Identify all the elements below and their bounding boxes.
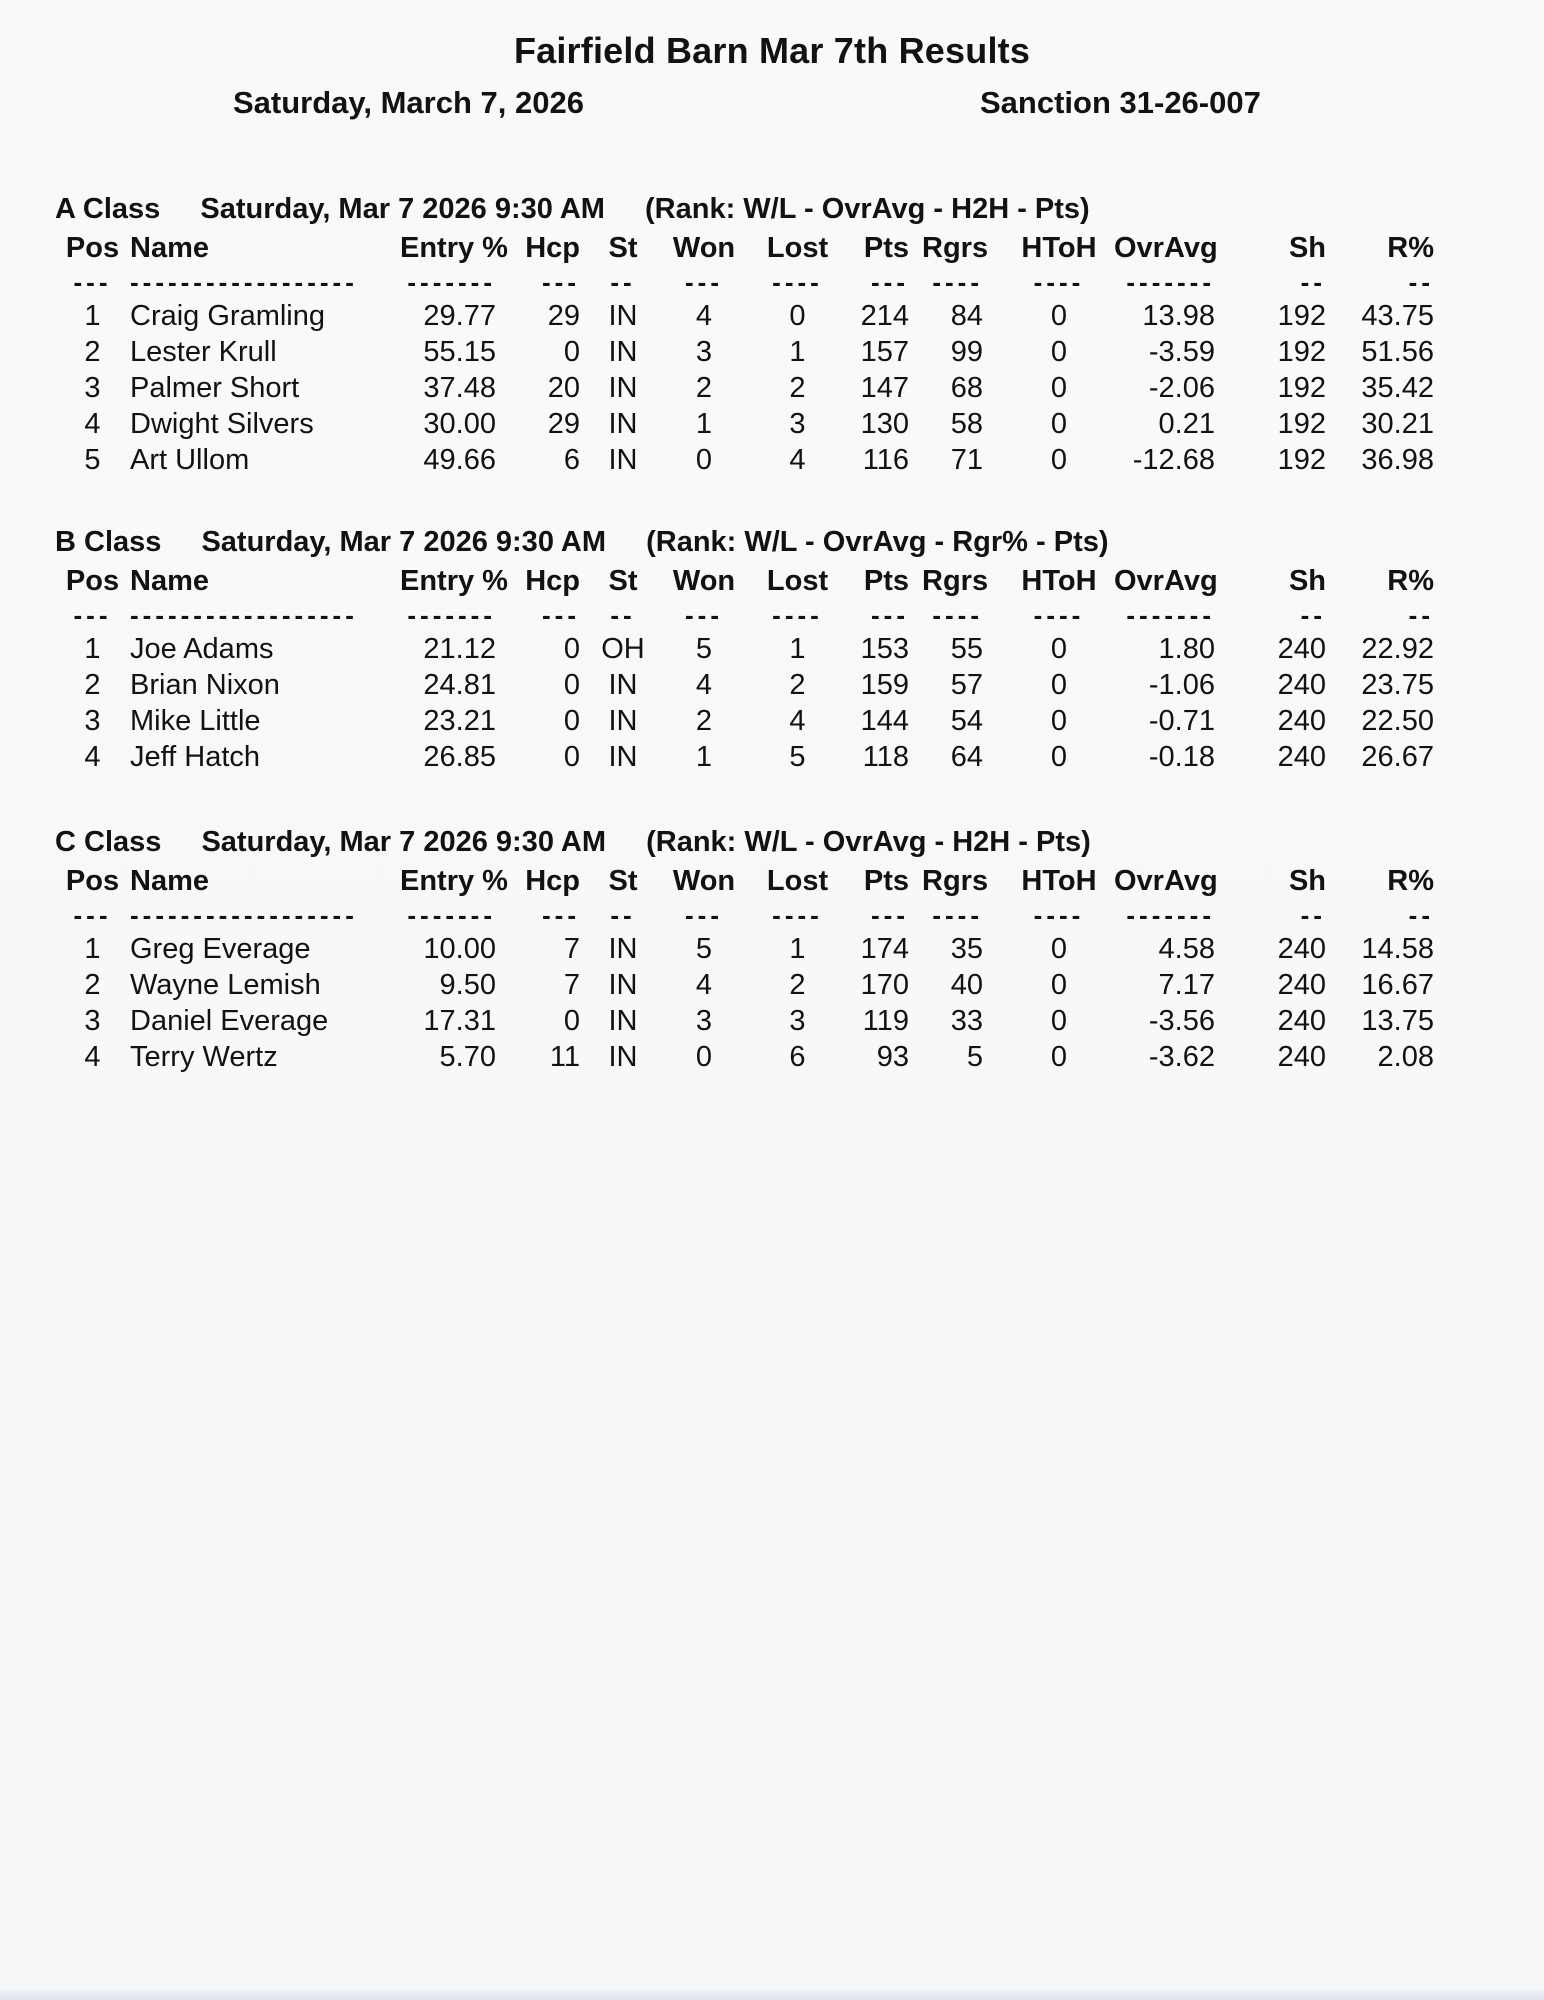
header-row [55, 862, 1445, 900]
column-header: Name [130, 564, 209, 597]
table-cell: 58 [950, 407, 983, 440]
separator-cell: -- [1408, 600, 1434, 630]
table-cell: 3 [84, 704, 101, 737]
table-cell: Brian Nixon [130, 668, 280, 701]
column-header: Lost [766, 231, 829, 264]
table-row [55, 406, 1445, 442]
table-cell: 0 [1050, 632, 1068, 665]
column-header: Hcp [525, 864, 580, 897]
table-cell: 4 [695, 299, 713, 332]
table-cell: 130 [860, 407, 909, 440]
table-cell: Joe Adams [130, 632, 274, 665]
separator-cell: ------- [407, 900, 496, 930]
table-cell: Daniel Everage [130, 1004, 329, 1037]
column-header: R% [1387, 231, 1434, 264]
table-cell: IN [608, 668, 638, 701]
column-header: Name [130, 864, 209, 897]
table-cell: 5 [84, 443, 101, 476]
separator-cell: ---- [932, 900, 983, 930]
table-cell: 29 [547, 299, 580, 332]
column-header: HToH [1021, 231, 1097, 264]
separator-cell: --- [73, 600, 112, 630]
table-cell: -1.06 [1148, 668, 1215, 701]
table-cell: 0 [1050, 968, 1068, 1001]
separator-cell: --- [685, 900, 723, 930]
table-cell: 55 [950, 632, 983, 665]
table-cell: 2 [695, 371, 713, 404]
column-header: OvrAvg [1114, 564, 1218, 597]
table-cell: IN [608, 968, 638, 1001]
table-cell: 0 [1050, 443, 1068, 476]
separator-row [55, 267, 1445, 298]
table-cell: IN [608, 299, 638, 332]
separator-cell: ------- [407, 267, 496, 297]
table-cell: 240 [1277, 932, 1326, 965]
table-cell: 14.58 [1361, 932, 1434, 965]
column-header: Hcp [525, 564, 580, 597]
column-header: OvrAvg [1114, 231, 1218, 264]
table-cell: 26.85 [423, 740, 496, 773]
table-cell: 33 [950, 1004, 983, 1037]
column-header: Rgrs [922, 564, 989, 597]
table-cell: 0 [789, 299, 806, 332]
table-cell: -3.62 [1148, 1040, 1215, 1073]
table-cell: 0 [1050, 407, 1068, 440]
separator-cell: ---- [772, 267, 823, 297]
table-cell: 240 [1277, 1004, 1326, 1037]
column-header: Lost [766, 864, 829, 897]
table-cell: 240 [1277, 668, 1326, 701]
table-row [55, 667, 1445, 703]
table-cell: 2.08 [1377, 1040, 1434, 1073]
table-cell: 3 [84, 371, 101, 404]
table-cell: Wayne Lemish [130, 968, 321, 1001]
column-header: Entry % [400, 564, 508, 597]
table-cell: 0 [1050, 1004, 1068, 1037]
rank-criteria: (Rank: W/L - OvrAvg - H2H - Pts) [646, 826, 1091, 858]
table-cell: 24.81 [423, 668, 496, 701]
column-header: St [608, 231, 638, 264]
column-header: Sh [1288, 864, 1326, 897]
table-cell: -0.18 [1148, 740, 1215, 773]
table-cell: 0 [563, 740, 580, 773]
table-cell: 170 [860, 968, 909, 1001]
table-cell: -3.59 [1148, 335, 1215, 368]
separator-cell: ------- [407, 600, 496, 630]
table-cell: Art Ullom [130, 443, 250, 476]
table-cell: 192 [1277, 371, 1326, 404]
column-header: Won [672, 864, 736, 897]
sanction-number: Sanction 31-26-007 [980, 85, 1261, 120]
separator-cell: -- [1300, 900, 1326, 930]
table-cell: 174 [860, 932, 909, 965]
table-row [55, 1003, 1445, 1039]
table-cell: 1 [789, 932, 806, 965]
column-header: Pts [863, 564, 909, 597]
separator-cell: --- [685, 267, 723, 297]
table-cell: 0 [1050, 704, 1068, 737]
separator-cell: -- [1408, 267, 1434, 297]
table-cell: 0 [695, 443, 713, 476]
table-cell: 11 [549, 1040, 580, 1073]
table-cell: IN [608, 1004, 638, 1037]
results-table [55, 562, 1445, 775]
table-cell: IN [608, 704, 638, 737]
table-cell: 35.42 [1361, 371, 1434, 404]
table-cell: 10.00 [423, 932, 496, 965]
table-cell: 5 [966, 1040, 983, 1073]
table-cell: 2 [84, 335, 101, 368]
table-row [55, 370, 1445, 406]
separator-cell: ------- [1126, 600, 1215, 630]
table-cell: 64 [950, 740, 983, 773]
table-cell: 240 [1277, 968, 1326, 1001]
table-cell: 49.66 [423, 443, 496, 476]
separator-cell: ------------------ [130, 267, 358, 297]
table-cell: 119 [862, 1004, 909, 1037]
table-row [55, 703, 1445, 739]
separator-cell: ---- [1033, 600, 1085, 630]
table-cell: 4.58 [1158, 932, 1215, 965]
column-header: Name [130, 231, 209, 264]
column-header: Won [672, 564, 736, 597]
table-cell: 22.92 [1361, 632, 1434, 665]
table-cell: 0 [1050, 1040, 1068, 1073]
column-header: Pos [65, 864, 120, 897]
separator-cell: --- [73, 267, 112, 297]
table-cell: 192 [1277, 335, 1326, 368]
table-cell: 157 [860, 335, 909, 368]
column-header: Rgrs [922, 864, 989, 897]
table-cell: 4 [789, 443, 806, 476]
table-header [55, 562, 1445, 600]
table-cell: 0 [563, 668, 580, 701]
subtitle-row [0, 85, 1544, 121]
table-cell: 7 [563, 968, 580, 1001]
table-cell: 37.48 [423, 371, 496, 404]
table-cell: 6 [789, 1040, 806, 1073]
separator-cell: ------------------ [130, 600, 358, 630]
column-header: Pos [65, 564, 120, 597]
table-cell: 0 [563, 704, 580, 737]
table-cell: 1 [789, 632, 806, 665]
table-cell: 116 [862, 443, 909, 476]
table-cell: 20 [547, 371, 580, 404]
table-cell: 3 [695, 335, 713, 368]
separator-cell: ---- [1033, 900, 1085, 930]
column-header: Pts [863, 864, 909, 897]
separator-cell: ------- [1126, 900, 1215, 930]
header-row [55, 562, 1445, 600]
table-cell: 71 [950, 443, 983, 476]
column-header: St [608, 564, 638, 597]
separator-cell: ------------------ [130, 900, 358, 930]
table-cell: 51.56 [1361, 335, 1434, 368]
table-cell: 153 [860, 632, 909, 665]
column-header: HToH [1021, 864, 1097, 897]
table-cell: Terry Wertz [130, 1040, 278, 1073]
separator-cell: --- [871, 600, 909, 630]
table-cell: 0 [563, 335, 580, 368]
table-cell: 43.75 [1361, 299, 1434, 332]
table-cell: 0 [563, 632, 580, 665]
table-cell: 35 [950, 932, 983, 965]
table-cell: IN [608, 932, 638, 965]
table-cell: 40 [950, 968, 983, 1001]
table-cell: 29 [547, 407, 580, 440]
table-cell: 240 [1277, 740, 1326, 773]
separator-cell: ---- [772, 900, 823, 930]
results-table [55, 862, 1445, 1075]
column-header: OvrAvg [1114, 864, 1218, 897]
session-datetime: Saturday, Mar 7 2026 9:30 AM [201, 826, 607, 858]
separator-cell: --- [685, 600, 723, 630]
table-cell: 13.75 [1361, 1004, 1434, 1037]
separator-row [55, 900, 1445, 931]
event-date: Saturday, March 7, 2026 [233, 85, 584, 120]
column-header: Lost [766, 564, 829, 597]
table-cell: 5 [695, 932, 713, 965]
table-cell: 118 [862, 740, 909, 773]
table-cell: 3 [84, 1004, 101, 1037]
table-cell: 4 [84, 740, 101, 773]
table-cell: 192 [1277, 407, 1326, 440]
table-cell: Craig Gramling [130, 299, 325, 332]
table-cell: 21.12 [423, 632, 496, 665]
table-cell: -3.56 [1148, 1004, 1215, 1037]
table-cell: Dwight Silvers [130, 407, 314, 440]
table-body [55, 267, 1445, 478]
section-c-class [55, 826, 1455, 1075]
section-heading [55, 526, 1455, 558]
table-cell: 3 [789, 1004, 806, 1037]
table-header [55, 862, 1445, 900]
table-cell: 2 [84, 668, 101, 701]
table-cell: 2 [789, 371, 806, 404]
separator-cell: --- [871, 267, 909, 297]
table-cell: 147 [860, 371, 909, 404]
separator-cell: -- [610, 600, 636, 630]
table-cell: 159 [860, 668, 909, 701]
table-cell: 4 [695, 968, 713, 1001]
table-row [55, 298, 1445, 334]
table-cell: 0 [1050, 371, 1068, 404]
separator-cell: -- [1408, 900, 1434, 930]
table-cell: 30.00 [423, 407, 496, 440]
table-cell: 2 [84, 968, 101, 1001]
separator-cell: -- [1300, 267, 1326, 297]
table-cell: 4 [84, 407, 101, 440]
table-cell: 55.15 [423, 335, 496, 368]
table-cell: IN [608, 740, 638, 773]
table-cell: 1 [84, 632, 101, 665]
table-cell: 1 [789, 335, 806, 368]
rank-criteria: (Rank: W/L - OvrAvg - H2H - Pts) [645, 193, 1090, 225]
table-row [55, 739, 1445, 775]
table-cell: IN [608, 407, 638, 440]
table-cell: 192 [1277, 299, 1326, 332]
table-cell: 0 [695, 1040, 713, 1073]
section-a-class [55, 193, 1455, 478]
table-cell: IN [608, 1040, 638, 1073]
table-cell: 4 [84, 1040, 101, 1073]
table-cell: OH [601, 632, 645, 665]
table-cell: 5.70 [439, 1040, 496, 1073]
table-cell: 0.21 [1158, 407, 1215, 440]
table-cell: 17.31 [423, 1004, 496, 1037]
table-cell: -2.06 [1148, 371, 1215, 404]
table-cell: 192 [1277, 443, 1326, 476]
table-cell: 3 [695, 1004, 713, 1037]
separator-cell: ---- [932, 600, 983, 630]
table-cell: 1 [695, 740, 713, 773]
separator-cell: -- [610, 267, 636, 297]
separator-cell: --- [542, 600, 580, 630]
column-header: Rgrs [922, 231, 989, 264]
table-cell: 5 [789, 740, 806, 773]
table-cell: 1.80 [1158, 632, 1215, 665]
column-header: St [608, 864, 638, 897]
table-cell: 22.50 [1361, 704, 1434, 737]
separator-cell: ---- [1033, 267, 1085, 297]
column-header: Hcp [525, 231, 580, 264]
table-cell: -0.71 [1148, 704, 1215, 737]
table-cell: 2 [789, 668, 806, 701]
table-cell: Lester Krull [130, 335, 277, 368]
table-cell: 1 [84, 299, 101, 332]
table-cell: 16.67 [1361, 968, 1434, 1001]
table-cell: 93 [876, 1040, 909, 1073]
table-cell: Jeff Hatch [130, 740, 261, 773]
session-datetime: Saturday, Mar 7 2026 9:30 AM [201, 526, 607, 558]
table-cell: 2 [789, 968, 806, 1001]
table-cell: 7.17 [1158, 968, 1215, 1001]
table-cell: 9.50 [439, 968, 496, 1001]
table-cell: IN [608, 443, 638, 476]
separator-cell: --- [542, 900, 580, 930]
table-row [55, 334, 1445, 370]
table-cell: -12.68 [1132, 443, 1215, 476]
separator-cell: ------- [1126, 267, 1215, 297]
table-cell: IN [608, 335, 638, 368]
class-label: A Class [55, 193, 161, 225]
table-cell: 36.98 [1361, 443, 1434, 476]
table-row [55, 1039, 1445, 1075]
header-row [55, 229, 1445, 267]
table-cell: 214 [860, 299, 909, 332]
table-cell: 1 [84, 932, 101, 965]
results-table [55, 229, 1445, 478]
section-heading [55, 826, 1455, 858]
table-cell: Greg Everage [130, 932, 311, 965]
table-cell: 0 [1050, 668, 1068, 701]
table-header [55, 229, 1445, 267]
table-cell: 99 [950, 335, 983, 368]
column-header: R% [1387, 864, 1434, 897]
class-label: B Class [55, 526, 162, 558]
column-header: Sh [1288, 564, 1326, 597]
rank-criteria: (Rank: W/L - OvrAvg - Rgr% - Pts) [646, 526, 1109, 558]
page-title: Fairfield Barn Mar 7th Results [513, 30, 1031, 71]
separator-row [55, 600, 1445, 631]
table-cell: 30.21 [1361, 407, 1434, 440]
column-header: Pts [863, 231, 909, 264]
table-cell: 0 [1050, 740, 1068, 773]
table-cell: 240 [1277, 1040, 1326, 1073]
table-row [55, 442, 1445, 478]
table-cell: 4 [789, 704, 806, 737]
table-cell: 0 [1050, 299, 1068, 332]
table-cell: 5 [695, 632, 713, 665]
table-body [55, 600, 1445, 775]
table-row [55, 967, 1445, 1003]
table-cell: 1 [695, 407, 713, 440]
table-cell: 26.67 [1361, 740, 1434, 773]
table-cell: 6 [563, 443, 580, 476]
table-cell: 2 [695, 704, 713, 737]
separator-cell: --- [542, 267, 580, 297]
table-cell: Mike Little [130, 704, 261, 737]
table-row [55, 931, 1445, 967]
separator-cell: -- [1300, 600, 1326, 630]
class-label: C Class [55, 826, 162, 858]
column-header: Entry % [400, 231, 508, 264]
column-header: Won [672, 231, 736, 264]
section-heading [55, 193, 1455, 225]
table-cell: 4 [695, 668, 713, 701]
table-cell: 23.75 [1361, 668, 1434, 701]
separator-cell: --- [871, 900, 909, 930]
session-datetime: Saturday, Mar 7 2026 9:30 AM [200, 193, 605, 225]
separator-cell: --- [73, 900, 112, 930]
table-cell: 0 [1050, 335, 1068, 368]
column-header: Entry % [400, 864, 508, 897]
table-cell: 84 [950, 299, 983, 332]
table-row [55, 631, 1445, 667]
table-cell: 144 [860, 704, 909, 737]
table-cell: 7 [563, 932, 580, 965]
table-cell: 54 [950, 704, 983, 737]
table-cell: 29.77 [423, 299, 496, 332]
table-cell: 0 [1050, 932, 1068, 965]
table-cell: 57 [950, 668, 983, 701]
table-cell: 23.21 [423, 704, 496, 737]
table-cell: 13.98 [1142, 299, 1215, 332]
table-cell: IN [608, 371, 638, 404]
section-b-class [55, 526, 1455, 775]
separator-cell: ---- [772, 600, 823, 630]
separator-cell: -- [610, 900, 636, 930]
column-header: HToH [1021, 564, 1097, 597]
column-header: R% [1387, 564, 1434, 597]
table-cell: Palmer Short [130, 371, 300, 404]
column-header: Pos [65, 231, 120, 264]
column-header: Sh [1288, 231, 1326, 264]
table-cell: 240 [1277, 704, 1326, 737]
table-cell: 68 [950, 371, 983, 404]
table-cell: 240 [1277, 632, 1326, 665]
separator-cell: ---- [932, 267, 983, 297]
table-body [55, 900, 1445, 1075]
table-cell: 3 [789, 407, 806, 440]
table-cell: 0 [563, 1004, 580, 1037]
